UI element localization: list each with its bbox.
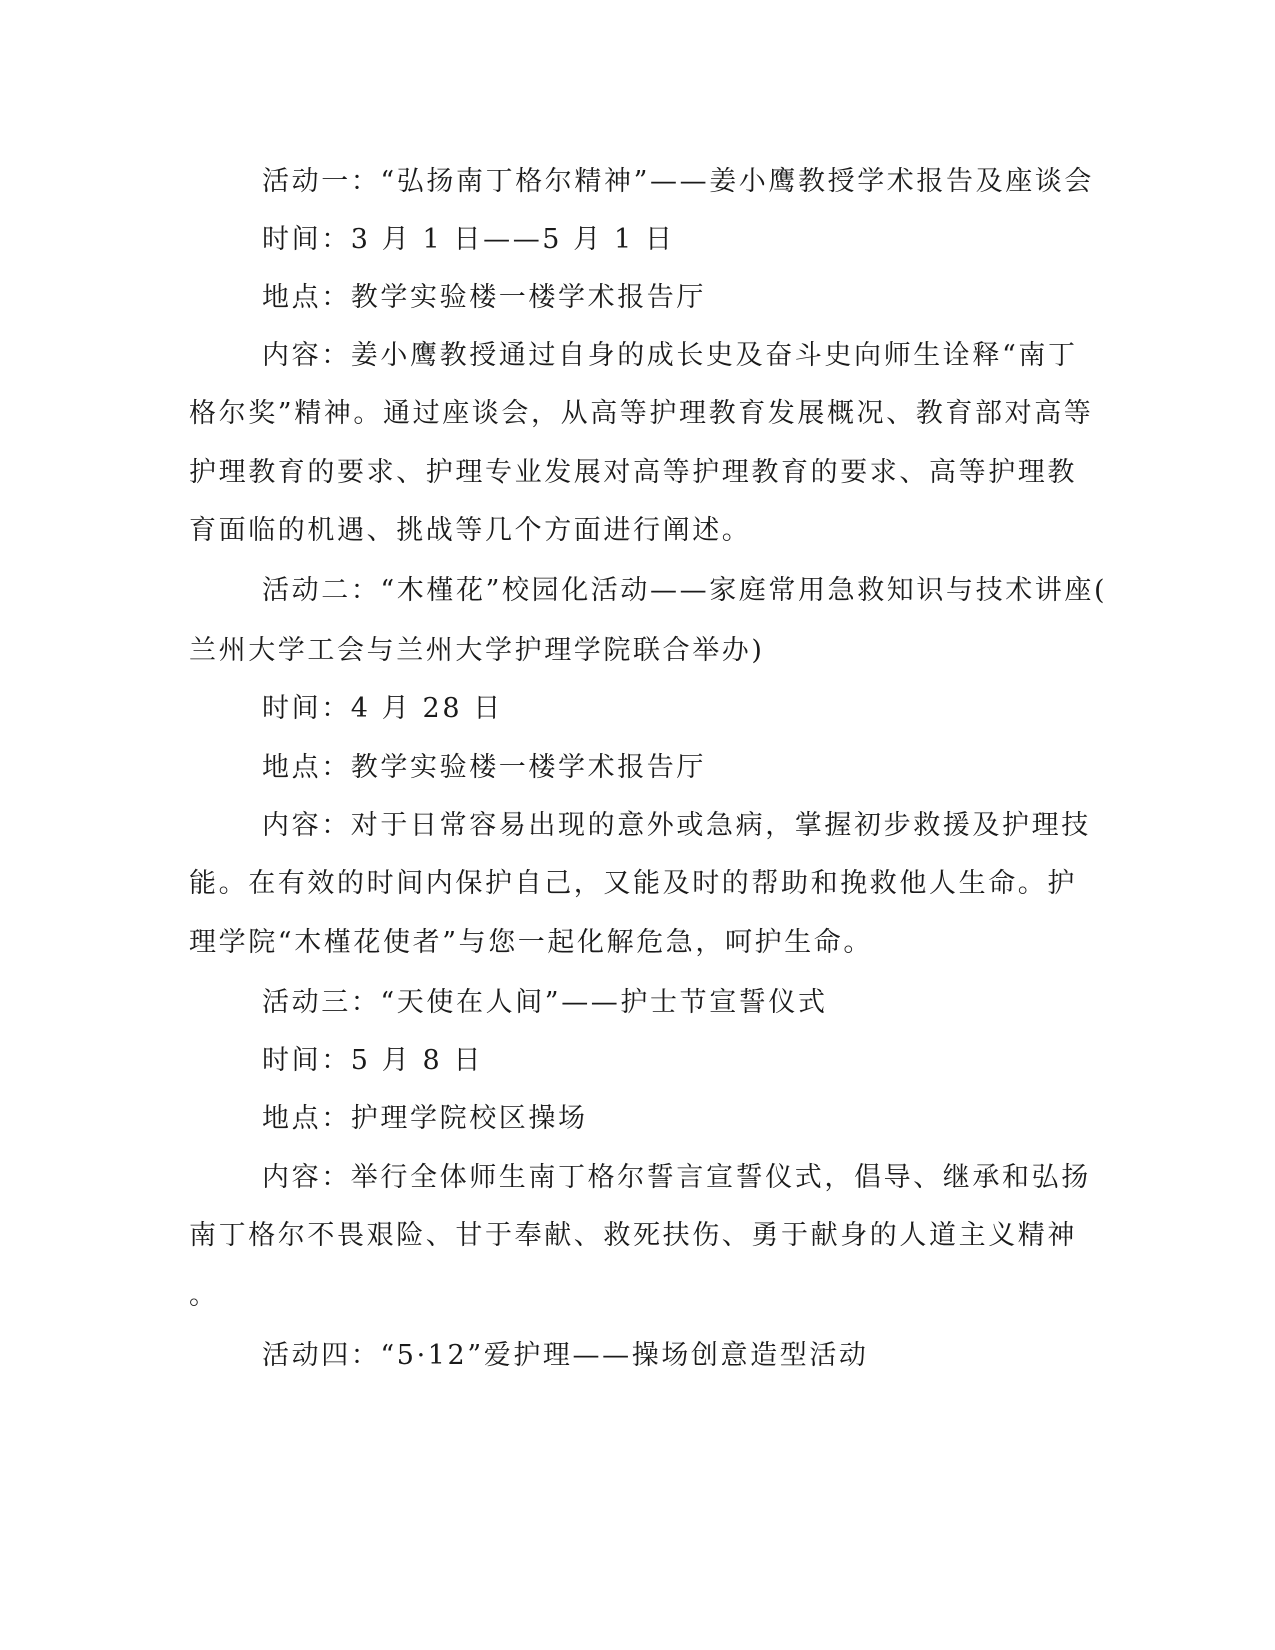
activity-1-content-line-2: 格尔奖”精神。通过座谈会，从高等护理教育发展概况、教育部对高等 — [189, 398, 1094, 429]
activity-3-time: 时间：5 月 8 日 — [262, 1045, 484, 1076]
activity-1-time: 时间：3 月 1 日——5 月 1 日 — [262, 224, 675, 255]
activity-3-content-line-1: 内容：举行全体师生南丁格尔誓言宣誓仪式，倡导、继承和弘扬 — [262, 1162, 1091, 1193]
activity-2-content-line-2: 能。在有效的时间内保护自己，又能及时的帮助和挽救他人生命。护 — [189, 868, 1077, 899]
activity-1-title: 活动一：“弘扬南丁格尔精神”——姜小鹰教授学术报告及座谈会 — [262, 166, 1095, 197]
activity-1-content-line-3: 护理教育的要求、护理专业发展对高等护理教育的要求、高等护理教 — [189, 457, 1077, 488]
activity-2-content-line-1: 内容：对于日常容易出现的意外或急病，掌握初步救援及护理技 — [262, 810, 1091, 841]
activity-4-title: 活动四：“5·12”爱护理——操场创意造型活动 — [262, 1340, 869, 1371]
activity-2-location: 地点：教学实验楼一楼学术报告厅 — [262, 752, 706, 783]
activity-2-time: 时间：4 月 28 日 — [262, 693, 503, 724]
activity-1-location: 地点：教学实验楼一楼学术报告厅 — [262, 282, 706, 313]
activity-3-title: 活动三：“天使在人间”——护士节宣誓仪式 — [262, 987, 828, 1018]
activity-3-content-line-3: 。 — [189, 1280, 219, 1311]
activity-2-title-line-2: 兰州大学工会与兰州大学护理学院联合举办) — [189, 635, 765, 666]
activity-1-content-line-4: 育面临的机遇、挑战等几个方面进行阐述。 — [189, 515, 752, 546]
activity-2-title-line-1: 活动二：“木槿花”校园化活动——家庭常用急救知识与技术讲座( — [262, 575, 1108, 606]
activity-2-content-line-3: 理学院“木槿花使者”与您一起化解危急，呵护生命。 — [189, 927, 874, 958]
activity-1-content-line-1: 内容：姜小鹰教授通过自身的成长史及奋斗史向师生诠释“南丁 — [262, 340, 1078, 371]
activity-3-content-line-2: 南丁格尔不畏艰险、甘于奉献、救死扶伤、勇于献身的人道主义精神 — [189, 1220, 1077, 1251]
activity-3-location: 地点：护理学院校区操场 — [262, 1103, 588, 1134]
